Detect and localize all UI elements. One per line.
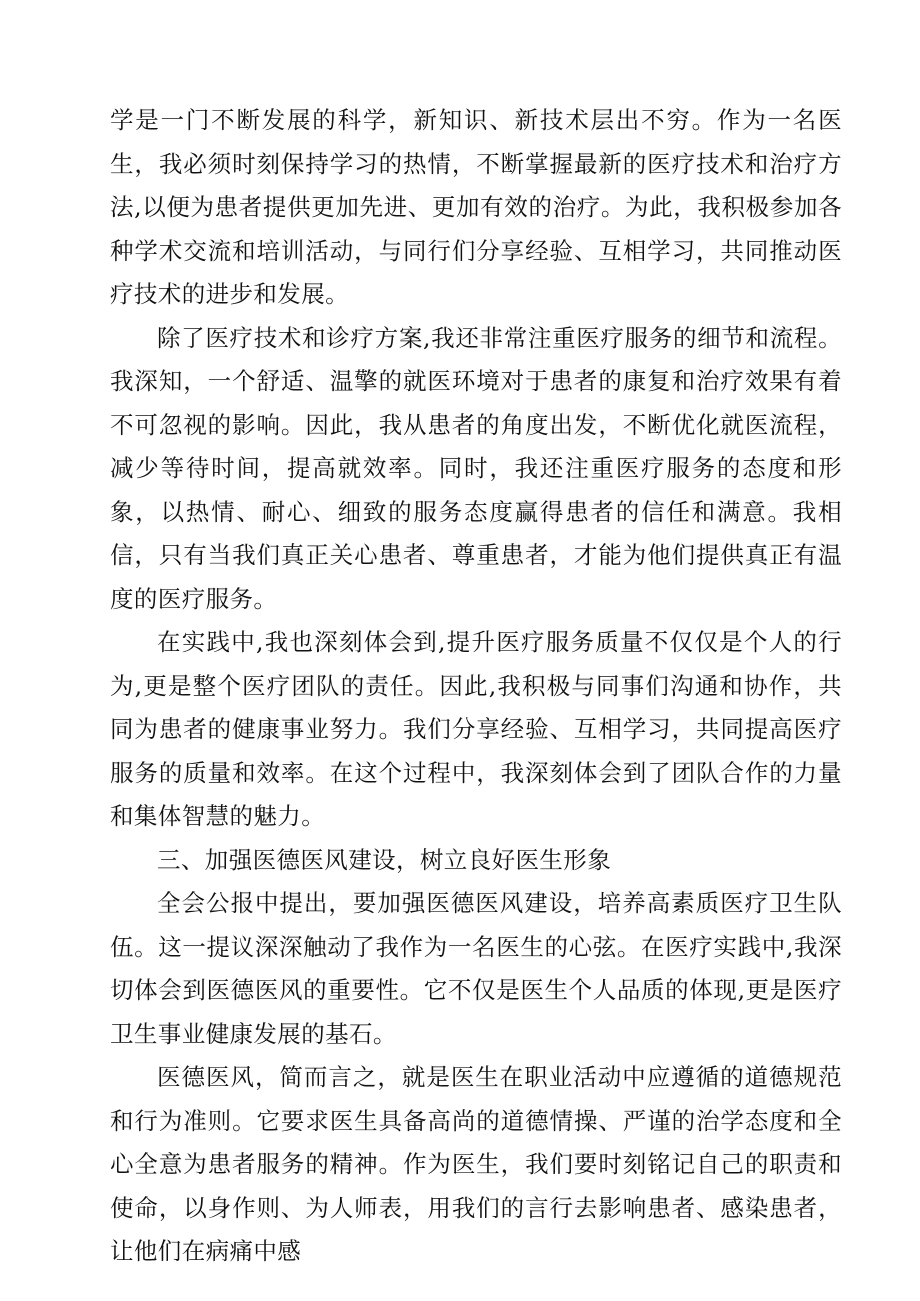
paragraph-continuation: 学是一门不断发展的科学，新知识、新技术层出不穷。作为一名医生，我必须时刻保持学习的热情，不断掌握最新的医疗技术和治疗方法,以便为患者提供更加先进、更加有效的治疗。为此，我积极参加各种学术交流和培训活动，与同行们分享经验、互相学习，共同推动医疗技术的进步和发展。 — [110, 106, 842, 308]
paragraph-service-details: 除了医疗技术和诊疗方案,我还非常注重医疗服务的细节和流程。我深知，一个舒适、温擎的就医环境对于患者的康复和治疗效果有着不可忽视的影响。因此，我从患者的角度出发，不断优化就医流程，减少等待时间，提高就效率。同时，我还注重医疗服务的态度和形象，以热情、耐心、细致的服务态度赢得患者的信任和满意。我相信，只有当我们真正关心患者、尊重患者，才能为他们提供真正有温度的医疗服务。 — [110, 323, 842, 613]
paragraph-teamwork: 在实践中,我也深刻体会到,提升医疗服务质量不仅仅是个人的行为,更是整个医疗团队的责任。因此,我积极与同事们沟通和协作，共同为患者的健康事业努力。我们分享经验、互相学习，共同提高医疗服务的质量和效率。在这个过程中，我深刻体会到了团队合作的力量和集体智慧的魅力。 — [110, 628, 842, 830]
paragraph-medical-ethics: 全会公报中提出，要加强医德医风建设，培养高素质医疗卫生队伍。这一提议深深触动了我作为一名医生的心弦。在医疗实践中,我深切体会到医德医风的重要性。它不仅是医生个人品质的体现,更是医疗卫生事业健康发展的基石。 — [110, 889, 842, 1048]
paragraph-ethics-definition: 医德医风，简而言之，就是医生在职业活动中应遵循的道德规范和行为准则。它要求医生具备高尚的道德情操、严谨的治学态度和全心全意为患者服务的精神。作为医生，我们要时刻铭记自己的职责和使命，以身作则、为人师表，用我们的言行去影响患者、感染患者，让他们在病痛中感 — [110, 1063, 842, 1265]
document-page — [110, 99, 842, 1274]
section-heading: 三、加强医德医风建设，树立良好医生形象 — [157, 845, 612, 874]
